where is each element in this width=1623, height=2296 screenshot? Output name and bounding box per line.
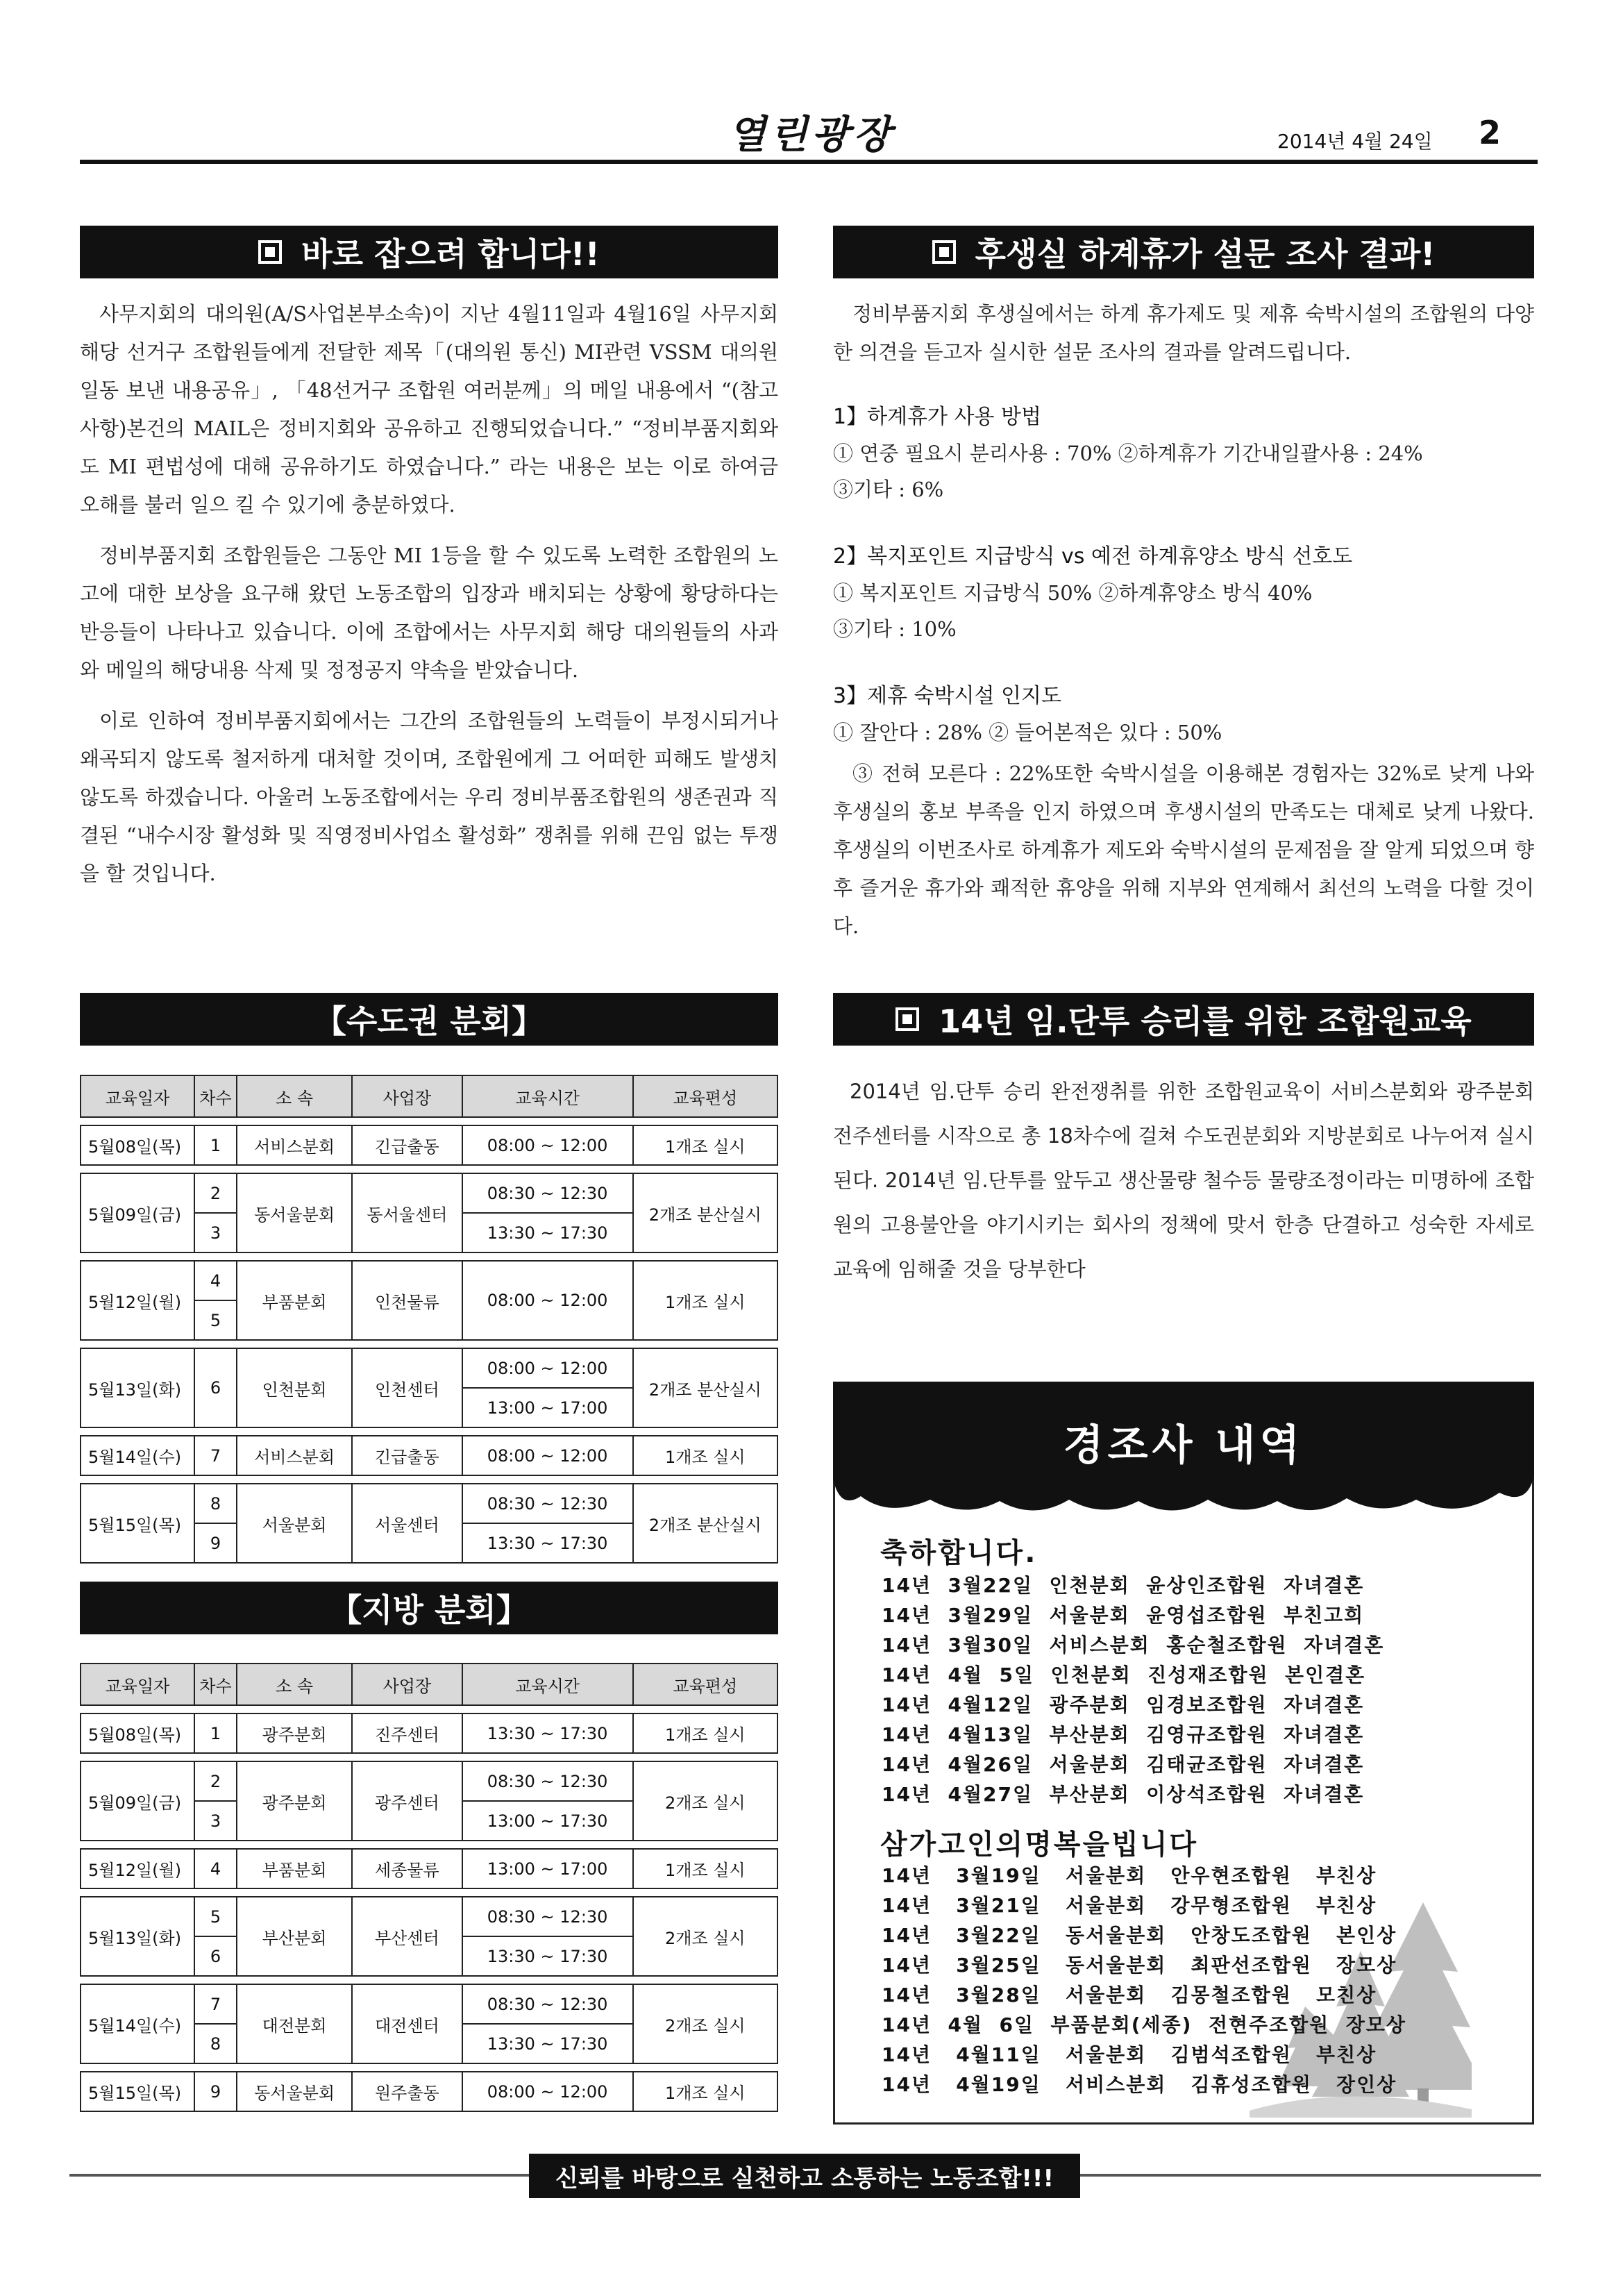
- edu-time-cell: 13:30 ~ 17:30: [462, 1713, 633, 1753]
- footer-slogan: 신뢰를 바탕으로 실천하고 소통하는 노동조합!!!: [555, 2164, 1054, 2193]
- edu-format-cell: 1개조 실시: [633, 1261, 777, 1340]
- correction-paragraph: 정비부품지회 조합원들은 그동안 MI 1등을 할 수 있도록 노력한 조합원의 노고에 대한 보상을 요구해 왔던 노동조합의 입장과 배치되는 상황에 황당하다는 반응들이 나타나고 있습니다. 이에 조합에서는 사무지회 해당 대의원들의 사과와 메일의 해당내용 삭제 및 정정공지 약속을 받았습니다.: [80, 544, 778, 682]
- condolence-item: 14년 3월25일 동서울분회 최판선조합원 장모상: [882, 1954, 1397, 1977]
- condolence-item: 14년 4월 6일 부품분회(세종) 전현주조합원 장모상: [882, 2013, 1406, 2036]
- edu-round-cell: 7: [194, 1436, 237, 1475]
- edu-site-cell: 긴급출동: [352, 1125, 462, 1165]
- table-spacer: [81, 1427, 777, 1436]
- table-spacer: [81, 1705, 777, 1713]
- table-spacer: [81, 1888, 777, 1897]
- square-bullet-icon: [932, 240, 956, 264]
- survey-article: [833, 295, 1534, 958]
- edu-branch-cell: 대전분회: [237, 1984, 352, 2063]
- table-row: [81, 1849, 777, 1888]
- edu-round-cell: 5: [194, 1300, 237, 1340]
- edu-site-cell: 긴급출동: [352, 1436, 462, 1475]
- table-row: [81, 1761, 777, 1801]
- correction-paragraph: 이로 인하여 정비부품지회에서는 그간의 조합원들의 노력들이 부정시되거나 왜곡되지 않도록 철저하게 대처할 것이며, 조합원에게 그 어떠한 피해도 발생치 않도록 하겠습니다. 아울러 노동조합에서는 우리 정비부품조합원의 생존권과 직결된 “내수시장 활성화 및 직영정비사업소 활성화” 쟁취를 위해 끈임 없는 투쟁을 할 것입니다.: [80, 709, 778, 885]
- table-row: [81, 1348, 777, 1388]
- table-header-cell: 교육일자: [81, 1075, 194, 1117]
- edu-branch-cell: 부품분회: [237, 1849, 352, 1888]
- regional-branch-heading: 【지방 분회】: [330, 1591, 528, 1629]
- square-bullet-icon: [258, 240, 282, 264]
- survey-item-line: ③기타 : 10%: [833, 617, 957, 641]
- edu-time-cell: 13:30 ~ 17:30: [462, 2024, 633, 2063]
- gyeongjosa-title-banner: [833, 1382, 1534, 1520]
- condolence-item: 14년 4월19일 서비스분회 김휴성조합원 장인상: [882, 2073, 1397, 2096]
- condolence-list: [882, 1861, 1406, 2100]
- table-spacer: [81, 1117, 777, 1125]
- condolence-item: 14년 3월28일 서울분회 김몽철조합원 모친상: [882, 1984, 1377, 2006]
- edu-site-cell: 광주센터: [352, 1761, 462, 1841]
- table-spacer: [81, 1165, 777, 1173]
- table-header-cell: 사업장: [352, 1664, 462, 1705]
- table-spacer: [81, 1841, 777, 1849]
- edu-date-cell: 5월08일(목): [81, 1125, 194, 1165]
- condolence-item: 14년 3월19일 서울분회 안우현조합원 부친상: [882, 1864, 1377, 1887]
- edu-format-cell: 2개조 실시: [633, 1984, 777, 2063]
- edu-round-cell: 5: [194, 1897, 237, 1936]
- survey-item-title: 1】하계휴가 사용 방법: [833, 405, 1041, 429]
- edu-time-cell: 08:00 ~ 12:00: [462, 1348, 633, 1388]
- table-header-cell: 사업장: [352, 1075, 462, 1117]
- survey-intro: 정비부품지회 후생실에서는 하계 휴가제도 및 제휴 숙박시설의 조합원의 다양한 의견을 듣고자 실시한 설문 조사의 결과를 알려드립니다.: [833, 302, 1534, 364]
- education-article: [833, 1069, 1534, 1291]
- edu-round-cell: 1: [194, 1125, 237, 1165]
- edu-format-cell: 2개조 분산실시: [633, 1348, 777, 1427]
- edu-round-cell: 1: [194, 1713, 237, 1753]
- issue-date: 2014년 4월 24일: [1277, 130, 1433, 153]
- table-row: [81, 1713, 777, 1753]
- edu-time-cell: 13:30 ~ 17:30: [462, 1936, 633, 1976]
- table-header-cell: 교육시간: [462, 1664, 633, 1705]
- survey-item: [833, 399, 1534, 508]
- correction-heading-banner: [80, 226, 778, 278]
- edu-format-cell: 1개조 실시: [633, 1125, 777, 1165]
- edu-date-cell: 5월12일(월): [81, 1261, 194, 1340]
- edu-round-cell: 2: [194, 1173, 237, 1213]
- edu-site-cell: 대전센터: [352, 1984, 462, 2063]
- edu-date-cell: 5월14일(수): [81, 1984, 194, 2063]
- table-header-cell: 소 속: [237, 1664, 352, 1705]
- edu-format-cell: 2개조 실시: [633, 1897, 777, 1976]
- congrats-item: 14년 3월30일 서비스분회 홍순철조합원 자녀결혼: [882, 1634, 1385, 1657]
- edu-round-cell: 4: [194, 1849, 237, 1888]
- regional-branch-banner: [80, 1582, 778, 1634]
- survey-item-line: ① 연중 필요시 분리사용 : 70% ②하계휴가 기간내일괄사용 : 24%: [833, 442, 1423, 465]
- edu-time-cell: 13:30 ~ 17:30: [462, 1523, 633, 1563]
- edu-date-cell: 5월14일(수): [81, 1436, 194, 1475]
- table-row: [81, 1173, 777, 1213]
- congrats-item: 14년 4월12일 광주분회 임경보조합원 자녀결혼: [882, 1693, 1365, 1716]
- edu-round-cell: 9: [194, 1523, 237, 1563]
- table-row: [81, 1984, 777, 2024]
- congrats-item: 14년 4월26일 서울분회 김태균조합원 자녀결혼: [882, 1753, 1365, 1776]
- table-header-cell: 교육일자: [81, 1664, 194, 1705]
- page-number: 2: [1479, 114, 1502, 151]
- table-header-cell: 차수: [194, 1075, 237, 1117]
- edu-date-cell: 5월13일(화): [81, 1348, 194, 1427]
- table-row: [81, 2072, 777, 2111]
- edu-date-cell: 5월12일(월): [81, 1849, 194, 1888]
- edu-branch-cell: 부품분회: [237, 1261, 352, 1340]
- correction-paragraph: 사무지회의 대의원(A/S사업본부소속)이 지난 4월11일과 4월16일 사무지회 해당 선거구 조합원들에게 전달한 제목「(대의원 통신) MI관련 VSSM 대의원 일동 보낸 내용공유」, 「48선거구 조합원 여러분께」의 메일 내용에서 “(참고사항)본건의 MAIL은 정비지회와 공유하고 진행되었습니다.” “정비부품지회와도 MI 편법성에 대해 공유하기도 하였습니다.” 라는 내용은 보는 이로 하여금 오해를 불러 일으 킬 수 있기에 충분하였다.: [80, 302, 778, 517]
- condolence-item: 14년 3월21일 서울분회 강무형조합원 부친상: [882, 1894, 1377, 1917]
- edu-date-cell: 5월08일(목): [81, 1713, 194, 1753]
- edu-time-cell: 08:30 ~ 12:30: [462, 1761, 633, 1801]
- edu-site-cell: 인천센터: [352, 1348, 462, 1427]
- capital-branch-heading: 【수도권 분회】: [314, 1003, 544, 1040]
- footer-slogan-box: [529, 2154, 1080, 2198]
- condolence-item: 14년 3월22일 동서울분회 안창도조합원 본인상: [882, 1924, 1397, 1947]
- edu-round-cell: 3: [194, 1213, 237, 1252]
- table-header-cell: 교육편성: [633, 1664, 777, 1705]
- correction-article: [80, 295, 778, 905]
- edu-site-cell: 인천물류: [352, 1261, 462, 1340]
- edu-round-cell: 7: [194, 1984, 237, 2024]
- congrats-item: 14년 3월22일 인천분회 윤상인조합원 자녀결혼: [882, 1574, 1365, 1597]
- edu-date-cell: 5월15일(목): [81, 2072, 194, 2111]
- congrats-list: [882, 1570, 1384, 1809]
- edu-date-cell: 5월09일(금): [81, 1173, 194, 1252]
- edu-branch-cell: 광주분회: [237, 1713, 352, 1753]
- newsletter-title: 열린광장: [728, 112, 895, 158]
- edu-round-cell: 2: [194, 1761, 237, 1801]
- survey-item-title: 2】복지포인트 지급방식 vs 예전 하계휴양소 방식 선호도: [833, 544, 1353, 569]
- edu-date-cell: 5월13일(화): [81, 1897, 194, 1976]
- condolence-heading: 삼가고인의명복을빕니다: [880, 1829, 1199, 1861]
- edu-time-cell: 13:00 ~ 17:00: [462, 1849, 633, 1888]
- table-row: [81, 1436, 777, 1475]
- edu-round-cell: 3: [194, 1801, 237, 1841]
- edu-site-cell: 세종물류: [352, 1849, 462, 1888]
- masthead-rule: [80, 160, 1538, 164]
- table-spacer: [81, 1340, 777, 1348]
- table-header-cell: 소 속: [237, 1075, 352, 1117]
- edu-branch-cell: 서울분회: [237, 1484, 352, 1563]
- edu-round-cell: 8: [194, 1484, 237, 1523]
- survey-item-line: ① 복지포인트 지급방식 50% ②하계휴양소 방식 40%: [833, 581, 1313, 605]
- education-heading-banner: [833, 993, 1534, 1046]
- capital-schedule-table: [80, 1075, 778, 1564]
- edu-time-cell: 08:30 ~ 12:30: [462, 1984, 633, 2024]
- survey-item: [833, 539, 1534, 647]
- congrats-item: 14년 4월 5일 인천분회 진성재조합원 본인결혼: [882, 1664, 1366, 1686]
- edu-branch-cell: 서비스분회: [237, 1125, 352, 1165]
- table-row: [81, 1125, 777, 1165]
- edu-round-cell: 4: [194, 1261, 237, 1300]
- regional-schedule-table: [80, 1663, 778, 2112]
- edu-format-cell: 2개조 실시: [633, 1761, 777, 1841]
- square-bullet-icon: [895, 1007, 919, 1031]
- table-row: [81, 1261, 777, 1300]
- edu-round-cell: 6: [194, 1936, 237, 1976]
- table-header-cell: 차수: [194, 1664, 237, 1705]
- condolence-item: 14년 4월11일 서울분회 김범석조합원 부친상: [882, 2043, 1377, 2066]
- edu-branch-cell: 부산분회: [237, 1897, 352, 1976]
- edu-time-cell: 08:30 ~ 12:30: [462, 1897, 633, 1936]
- survey-item: [833, 678, 1534, 751]
- gyeongjosa-title: 경조사 내역: [1063, 1421, 1304, 1470]
- edu-time-cell: 08:30 ~ 12:30: [462, 1484, 633, 1523]
- correction-heading: 바로 잡으려 합니다!!: [301, 235, 600, 273]
- edu-time-cell: 08:00 ~ 12:00: [462, 1436, 633, 1475]
- table-spacer: [81, 1976, 777, 1984]
- survey-heading-banner: [833, 226, 1534, 278]
- survey-heading: 후생실 하계휴가 설문 조사 결과!: [975, 235, 1436, 273]
- congrats-item: 14년 4월27일 부산분회 이상석조합원 자녀결혼: [882, 1783, 1365, 1806]
- edu-site-cell: 동서울센터: [352, 1173, 462, 1252]
- edu-round-cell: 8: [194, 2024, 237, 2063]
- capital-branch-banner: [80, 993, 778, 1046]
- survey-item-line: ① 잘안다 : 28% ② 들어본적은 있다 : 50%: [833, 721, 1222, 744]
- edu-site-cell: 부산센터: [352, 1897, 462, 1976]
- congrats-heading: 축하합니다.: [880, 1537, 1038, 1569]
- edu-time-cell: 08:30 ~ 12:30: [462, 1173, 633, 1213]
- edu-format-cell: 2개조 분산실시: [633, 1173, 777, 1252]
- congrats-item: 14년 3월29일 서울분회 윤영섭조합원 부친고희: [882, 1604, 1365, 1627]
- table-spacer: [81, 1252, 777, 1261]
- table-spacer: [81, 1753, 777, 1761]
- edu-format-cell: 1개조 실시: [633, 1849, 777, 1888]
- table-spacer: [81, 1475, 777, 1484]
- edu-time-cell: 13:00 ~ 17:30: [462, 1801, 633, 1841]
- table-row: [81, 1484, 777, 1523]
- table-header-cell: 교육편성: [633, 1075, 777, 1117]
- edu-time-cell: 08:00 ~ 12:00: [462, 1125, 633, 1165]
- education-body: 2014년 임.단투 승리 완전쟁취를 위한 조합원교육이 서비스분회와 광주분회 전주센터를 시작으로 총 18차수에 걸쳐 수도권분회와 지방분회로 나누어져 실시된다. 2014년 임.단투를 앞두고 생산물량 철수등 물량조정이라는 미명하에 조합원의 고용불안을 야기시키는 회사의 정책에 맞서 한층 단결하고 성숙한 자세로 교육에 임해줄 것을 당부한다: [833, 1080, 1534, 1281]
- edu-format-cell: 1개조 실시: [633, 1436, 777, 1475]
- edu-time-cell: 08:00 ~ 12:00: [462, 1261, 633, 1340]
- edu-date-cell: 5월15일(목): [81, 1484, 194, 1563]
- table-header-cell: 교육시간: [462, 1075, 633, 1117]
- edu-site-cell: 서울센터: [352, 1484, 462, 1563]
- table-spacer: [81, 2063, 777, 2072]
- edu-time-cell: 13:00 ~ 17:00: [462, 1388, 633, 1427]
- edu-date-cell: 5월09일(금): [81, 1761, 194, 1841]
- edu-time-cell: 08:00 ~ 12:00: [462, 2072, 633, 2111]
- edu-branch-cell: 동서울분회: [237, 1173, 352, 1252]
- education-heading: 14년 임.단투 승리를 위한 조합원교육: [939, 1003, 1472, 1040]
- edu-branch-cell: 인천분회: [237, 1348, 352, 1427]
- edu-site-cell: 원주출동: [352, 2072, 462, 2111]
- edu-format-cell: 1개조 실시: [633, 2072, 777, 2111]
- edu-branch-cell: 서비스분회: [237, 1436, 352, 1475]
- edu-branch-cell: 광주분회: [237, 1761, 352, 1841]
- edu-time-cell: 13:30 ~ 17:30: [462, 1213, 633, 1252]
- table-row: [81, 1897, 777, 1936]
- edu-round-cell: 9: [194, 2072, 237, 2111]
- survey-item-line: ③기타 : 6%: [833, 478, 944, 501]
- edu-site-cell: 진주센터: [352, 1713, 462, 1753]
- edu-round-cell: 6: [194, 1348, 237, 1427]
- survey-item-title: 3】제휴 숙박시설 인지도: [833, 684, 1061, 708]
- edu-branch-cell: 동서울분회: [237, 2072, 352, 2111]
- survey-closing: ③ 전혀 모른다 : 22%또한 숙박시설을 이용해본 경험자는 32%로 낮게 나와 후생실의 홍보 부족을 인지 하였으며 후생시설의 만족도는 대체로 낮게 나왔다. 후생실의 이번조사로 하계휴가 제도와 숙박시설의 문제점을 잘 알게 되었으며 향후 즐거운 휴가와 쾌적한 휴양을 위해 지부와 연계해서 최선의 노력을 다할 것이다.: [833, 762, 1534, 938]
- edu-format-cell: 1개조 실시: [633, 1713, 777, 1753]
- edu-format-cell: 2개조 분산실시: [633, 1484, 777, 1563]
- congrats-item: 14년 4월13일 부산분회 김영규조합원 자녀결혼: [882, 1723, 1365, 1746]
